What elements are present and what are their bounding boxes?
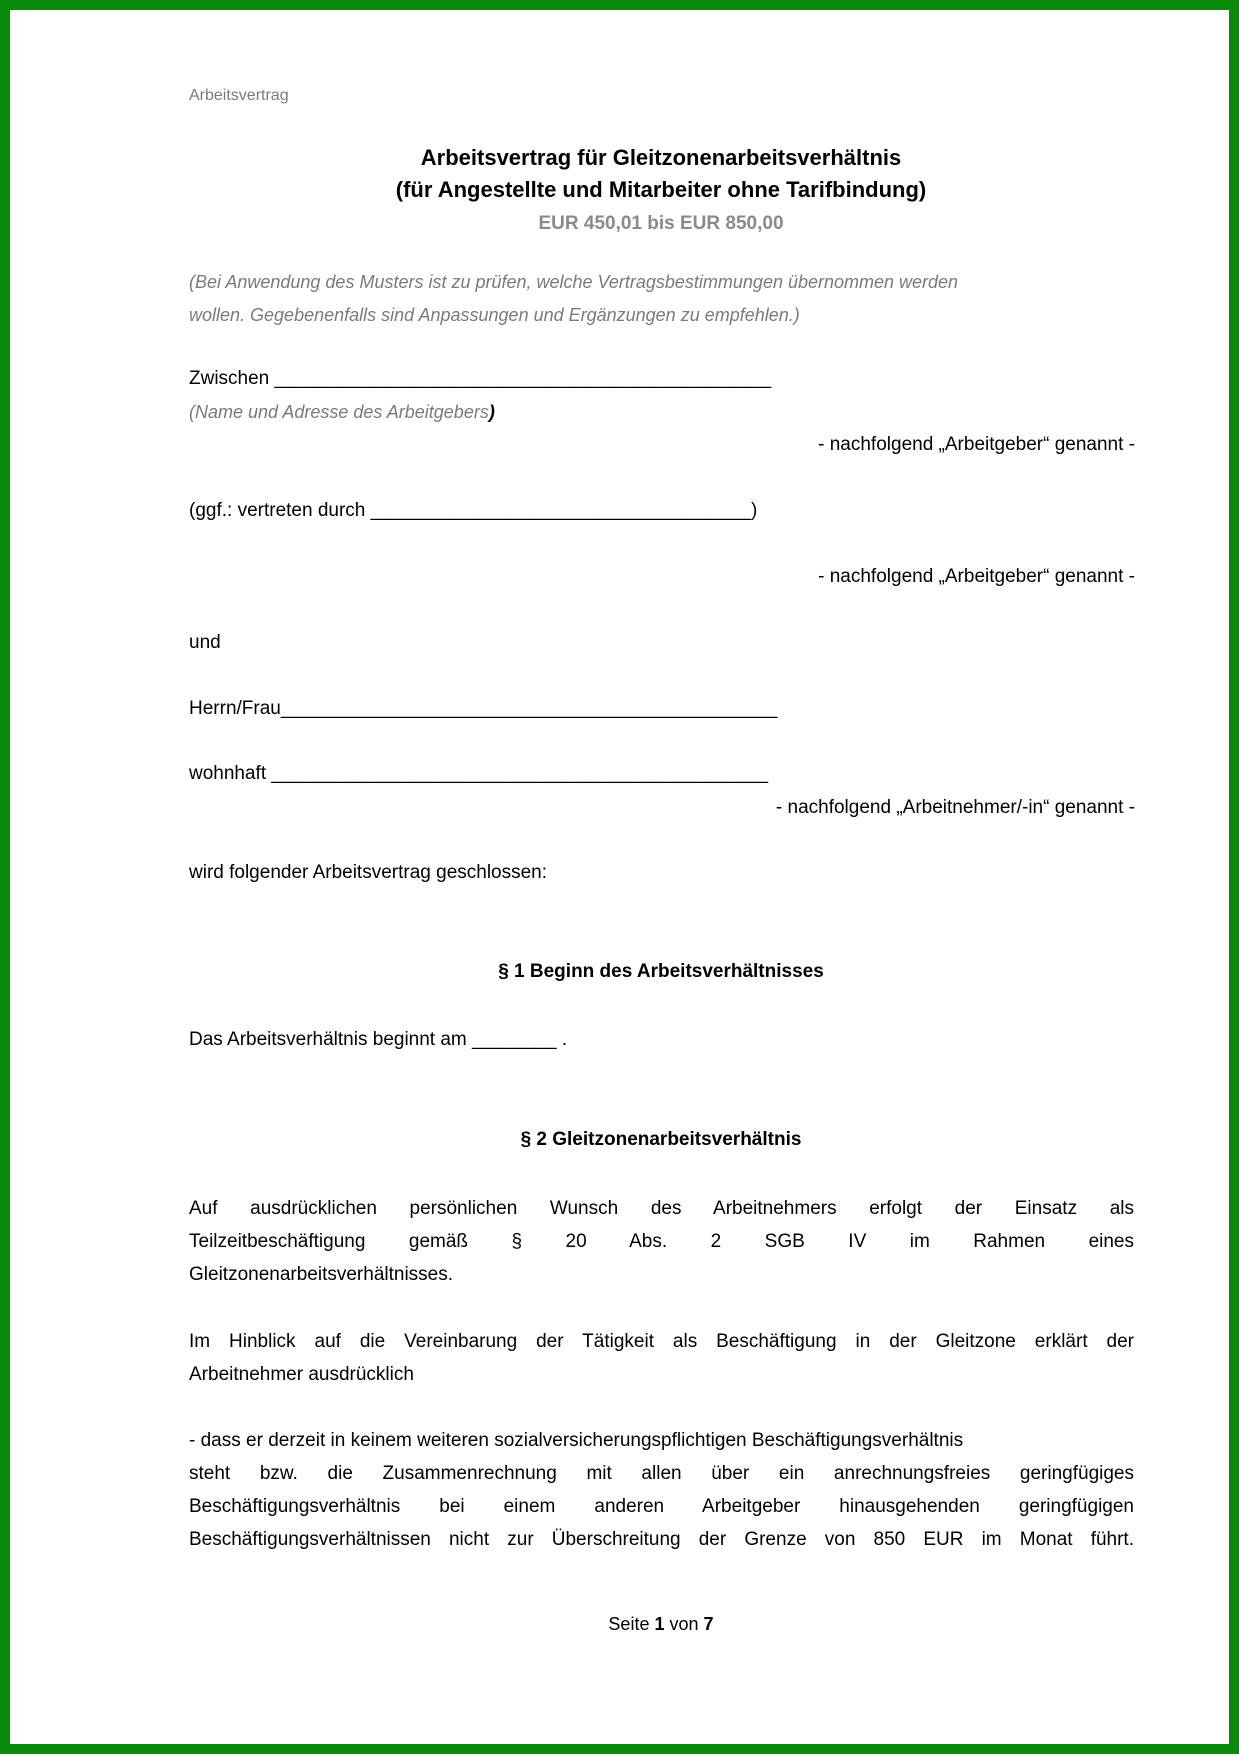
- page-number-total: 7: [703, 1614, 714, 1634]
- employer-designation-2: - nachfolgend „Arbeitgeber“ genannt -: [818, 566, 1135, 587]
- and-connector: und: [189, 632, 221, 653]
- contract-closing-statement: wird folgender Arbeitsvertrag geschlossen:: [189, 862, 548, 883]
- section-2-heading: § 2 Gleitzonenarbeitsverhältnis: [520, 1129, 802, 1150]
- section-2-paragraph-3-line-4: Beschäftigungsverhältnissen nicht zur Überschreitung der Grenze von 850 EUR im Monat führt.: [189, 1529, 1134, 1550]
- salary-range: EUR 450,01 bis EUR 850,00: [538, 213, 784, 234]
- section-2-paragraph-2-line-1: Im Hinblick auf die Vereinbarung der Tätigkeit als Beschäftigung in der Gleitzone erklärt der: [189, 1331, 1134, 1352]
- usage-note-line-1: (Bei Anwendung des Musters ist zu prüfen, welche Vertragsbestimmungen übernommen werden: [189, 272, 959, 292]
- section-2-paragraph-1-line-2: Teilzeitbeschäftigung gemäß § 20 Abs. 2 SGB IV im Rahmen eines: [189, 1231, 1134, 1252]
- page-number-prefix: Seite: [608, 1614, 650, 1634]
- page-number-middle: von: [669, 1614, 699, 1634]
- representative-field: (ggf.: vertreten durch ____________________________________): [189, 500, 758, 521]
- page-number-current: 1: [654, 1614, 665, 1634]
- employee-designation: - nachfolgend „Arbeitnehmer/-in“ genannt -: [775, 797, 1135, 818]
- section-2-paragraph-3-line-1: - dass er derzeit in keinem weiteren sozialversicherungspflichtigen Beschäftigungsverhältnis: [189, 1430, 964, 1451]
- document-title: Arbeitsvertrag für Gleitzonenarbeitsverhältnis: [420, 145, 902, 170]
- section-1-heading: § 1 Beginn des Arbeitsverhältnisses: [498, 961, 824, 982]
- employer-designation-1: - nachfolgend „Arbeitgeber“ genannt -: [818, 434, 1135, 455]
- section-2-paragraph-2-line-2: Arbeitnehmer ausdrücklich: [189, 1364, 414, 1385]
- employee-name-field: Herrn/Frau_______________________________________________: [189, 698, 778, 719]
- section-1-text: Das Arbeitsverhältnis beginnt am ________ .: [189, 1029, 568, 1050]
- page-number: [0, 1614, 1239, 1635]
- employer-hint: [189, 402, 495, 423]
- running-header: Arbeitsvertrag: [189, 87, 289, 104]
- employer-hint-text: (Name und Adresse des Arbeitgebers: [189, 402, 489, 422]
- section-2-paragraph-3-line-2: steht bzw. die Zusammenrechnung mit allen über ein anrechnungsfreies geringfügiges: [189, 1463, 1134, 1484]
- employee-address-field: wohnhaft _______________________________________________: [189, 763, 769, 784]
- employer-hint-close: ): [488, 402, 495, 422]
- section-2-paragraph-1-line-3: Gleitzonenarbeitsverhältnisses.: [189, 1264, 454, 1285]
- usage-note-line-2: wollen. Gegebenenfalls sind Anpassungen und Ergänzungen zu empfehlen.): [189, 305, 800, 325]
- document-subtitle: (für Angestellte und Mitarbeiter ohne Tarifbindung): [395, 177, 927, 202]
- employer-field: Zwischen _______________________________________________: [189, 368, 772, 389]
- section-2-paragraph-1-line-1: Auf ausdrücklichen persönlichen Wunsch des Arbeitnehmers erfolgt der Einsatz als: [189, 1198, 1134, 1219]
- section-2-paragraph-3-line-3: Beschäftigungsverhältnis bei einem anderen Arbeitgeber hinausgehenden geringfügigen: [189, 1496, 1134, 1517]
